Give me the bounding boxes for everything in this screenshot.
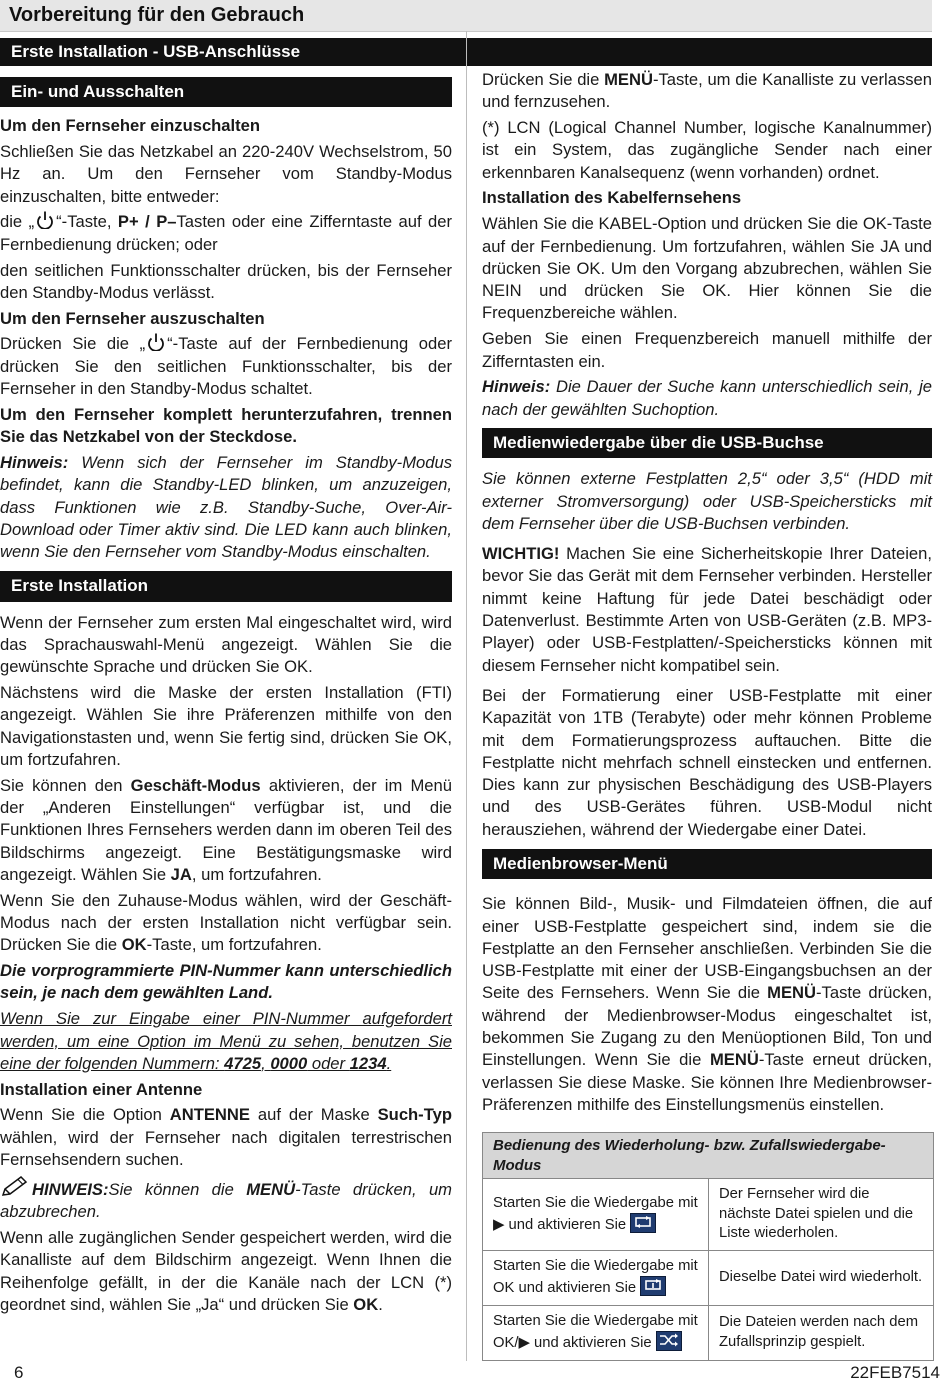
note-search-duration: [482, 376, 932, 421]
note-pencil-icon: [0, 1175, 32, 1199]
text: -Taste, um fortzufahren.: [146, 935, 322, 955]
note-text: Die Dauer der Suche kann unterschiedlich sein, je nach der gewählten Suchoption.: [482, 377, 932, 419]
text: Wenn Sie den Zuhause-Modus wählen, wird der Geschäft-Modus nach der ersten Installation nicht verfügbar sein. Drücken Sie die: [0, 890, 452, 955]
paragraph-lcn: (*) LCN (Logical Channel Number, logische Kanalnummer) ist ein System, das zugängliche Sender nach einer erkennbaren Kanalsequenz (wenn vorhanden) ordnet.: [482, 118, 932, 182]
important-label: WICHTIG!: [482, 544, 560, 564]
subheading-antenna: Installation einer Antenne: [0, 1079, 203, 1099]
paragraph-frequency: Geben Sie einen Frequenzbereich manuell mithilfe der Zifferntasten ein.: [482, 329, 932, 371]
text: Drücken Sie die: [482, 70, 605, 89]
page-number: 6: [14, 1363, 24, 1382]
section-heading-media-browser: Medienbrowser-Menü: [482, 849, 932, 879]
text: Drücken Sie die „: [0, 334, 146, 354]
text-bold: MENÜ: [767, 983, 817, 1003]
section-heading-onoff: Ein- und Ausschalten: [0, 77, 452, 107]
paragraph-channel-list: [0, 1227, 452, 1316]
text: Wenn Sie zur Eingabe einer PIN-Nummer aufgefordert werden, um eine Option im Menü zu sehen, benutzen Sie eine der folgenden Nummern:: [0, 1009, 452, 1073]
subheading-switch-on: Um den Fernseher einzuschalten: [0, 116, 261, 136]
paragraph-menu-exit: [482, 69, 932, 114]
text: auf der Maske: [249, 1105, 378, 1125]
table-cell: [483, 1250, 709, 1305]
page-header: [0, 0, 932, 32]
table-row: [483, 1250, 934, 1305]
text: .: [378, 1294, 383, 1314]
repeat-one-icon: [640, 1276, 666, 1296]
text: -Taste drücken, um abzubrechen.: [0, 1179, 453, 1222]
text: Wenn alle zugänglichen Sender gespeichert werden, wird die Kanalliste auf dem Bildschirm angezeigt. Wenn Ihnen die Reihenfolge gefällt, in der die Kanäle nach der LCN (*) geordnet sind, wählen Sie „Ja“ und drücken Sie: [0, 1227, 452, 1314]
paragraph-pin-numbers: [0, 1008, 452, 1075]
paragraph-formatting: Bei der Formatierung einer USB-Festplatte mit einer Kapazität von 1TB (Terabyte) oder mehr können Probleme mit dem Formatierungsprozess auftauchen. Bitte die Festplatte nicht mehrfach schnell einstecken und entfernen. Dies kann zur physischen Beschädigung des USB-Players und des USB-Gerätes führen. USB-Modul nicht herausziehen, während der Wiedergabe einer Datei.: [482, 685, 932, 839]
table-row: [483, 1179, 934, 1251]
text: Sie können Bild-, Musik- und Filmdateien öffnen, die auf einer USB-Festplatte gespeichert sind, indem sie die Festplatte an den Fernseher anschließen. Verbinden Sie die USB-Festplatte mit einer der USB-Eingangsbuchsen an der Seite des Fernsehers. Wenn Sie die: [482, 894, 932, 1003]
table-cell: Die Dateien werden nach dem Zufallsprinzip gespielt.: [709, 1305, 934, 1360]
text: Tasten oder eine Zifferntaste auf der Fernbedienung drücken; oder: [0, 212, 453, 254]
paragraph-cable-install: Wählen Sie die KABEL-Option und drücken Sie die OK-Taste auf der Fernbedienung. Um fortzufahren, wählen Sie JA und drücken Sie OK. Um den Vorgang abzubrechen, wählen Sie NEIN und drücken Sie OK. Hier können Sie die Frequenzbereiche wählen.: [482, 214, 932, 323]
text: aktivieren, der im Menü der „Anderen Einstellungen“ verfügbar ist, und die Funktionen Ihres Fernsehers werden dann im oberen Teil des Bildschirms angezeigt. Eine Bestätigungsmaske wird angezeigt. Wählen Sie: [0, 775, 452, 884]
power-icon: [34, 211, 56, 229]
paragraph-home-mode: [0, 890, 452, 957]
text: -Taste, um die Kanalliste zu verlassen und fernzusehen.: [482, 70, 933, 112]
subheading-switch-off: Um den Fernseher auszuschalten: [0, 308, 265, 328]
paragraph-antenna: [0, 1104, 452, 1171]
note-cancel: [0, 1175, 452, 1224]
text-bold: OK: [121, 935, 147, 955]
text-bold: Geschäft-Modus: [130, 775, 261, 795]
paragraph-important: [482, 543, 932, 677]
section-heading-usb-media: Medienwiedergabe über die USB-Buchse: [482, 428, 932, 458]
shuffle-icon: [656, 1331, 682, 1351]
note-label: Hinweis:: [0, 452, 69, 472]
section-title-top: Erste Installation - USB-Anschlüsse: [11, 42, 301, 61]
cell-text: Starten Sie die Wiedergabe mit OK und aktivieren Sie: [493, 1257, 698, 1297]
left-column: [0, 73, 452, 1320]
playback-mode-table: [482, 1132, 934, 1361]
pin-number: 1234: [349, 1053, 387, 1073]
section-heading-first-install: Erste Installation: [0, 571, 452, 601]
table-cell: [483, 1179, 709, 1251]
note-label: HINWEIS:: [32, 1179, 109, 1199]
subheading-cable: Installation des Kabelfernsehens: [482, 188, 742, 208]
paragraph-language: Wenn der Fernseher zum ersten Mal eingeschaltet wird, wird das Sprachauswahl-Menü angezeigt. Wählen Sie die gewünschte Sprache und drücken Sie OK.: [0, 612, 452, 677]
table-cell: Dieselbe Datei wird wiederholt.: [709, 1250, 934, 1305]
table-cell: Der Fernseher wird die nächste Datei spielen und die Liste wiederholen.: [709, 1179, 934, 1251]
paragraph-standby-keys: [0, 211, 452, 256]
paragraph-pin-note: Die vorprogrammierte PIN-Nummer kann unterschiedlich sein, je nach dem gewählten Land.: [0, 961, 452, 1003]
paragraph-usb-intro: Sie können externe Festplatten 2,5“ oder 3,5“ (HDD mit externer Stromversorgung) oder USB-Speichersticks mit dem Fernseher über die USB-Buchsen verbinden.: [482, 469, 932, 533]
text: Sie können die: [108, 1179, 247, 1199]
text: Wenn Sie die Option: [0, 1105, 170, 1125]
paragraph-fti: Nächstens wird die Maske der ersten Installation (FTI) angezeigt. Wählen Sie ihre Präferenzen mithilfe von den Navigationstasten und, wenn Sie fertig sind, drücken Sie OK, um fortzufahren.: [0, 683, 452, 770]
paragraph-side-switch: den seitlichen Funktionsschalter drücken, bis der Fernseher den Standby-Modus verlässt.: [0, 260, 452, 302]
text: die „: [0, 212, 35, 232]
text: -Taste erneut drücken, verlassen Sie diese Maske. Sie können Ihre Medienbrowser-Präferenzen mithilfe des Einstellungsmenüs einstellen.: [482, 1050, 932, 1114]
text-bold: P+ / P–: [117, 212, 177, 232]
column-divider: [466, 31, 467, 1361]
paragraph-switch-on: Schließen Sie das Netzkabel an 220-240V Wechselstrom, 50 Hz an. Um den Fernseher vom Standby-Modus einzuschalten, bitte entweder:: [0, 142, 452, 206]
cell-text: Starten Sie die Wiedergabe mit OK/▶ und aktivieren Sie: [493, 1312, 698, 1352]
text: Machen Sie eine Sicherheitskopie Ihrer Dateien, bevor Sie das Gerät mit dem Fernseher verbinden. Hersteller nimmt keine Haftung für jede Datei beschädigt oder Datenverlust. Bestimmte Arten von USB-Geräten (z.B. MP3-Player) oder USB-Festplatten/-Speichersticks können mit diesem Fernseher nicht kompatibel sein.: [482, 544, 932, 675]
document-code: 22FEB7514: [850, 1363, 940, 1382]
text: “-Taste,: [56, 212, 118, 232]
text-bold: JA: [170, 865, 192, 884]
table-cell: [483, 1305, 709, 1360]
text-bold: Such-Typ: [377, 1105, 452, 1125]
text: -Taste drücken, während der Medienbrowser-Modus eingeschaltet ist, bekommen Sie Zugang zu den Menüoptionen Bild, Ton und Einstellungen. Wenn Sie die: [482, 983, 932, 1070]
note-label: Hinweis:: [482, 377, 551, 397]
paragraph-media-browser: [482, 893, 932, 1116]
text-bold: MENÜ: [604, 70, 653, 89]
cell-text: Starten Sie die Wiedergabe mit ▶ und aktivieren Sie: [493, 1194, 698, 1234]
table-row: [483, 1305, 934, 1360]
paragraph-shop-mode: [0, 775, 452, 886]
pin-number: 4725: [224, 1053, 262, 1073]
text: , um fortzufahren.: [191, 865, 322, 884]
text: Sie können den: [0, 775, 131, 795]
page-header-title: Vorbereitung für den Gebrauch: [9, 4, 305, 26]
text-bold: MENÜ: [246, 1179, 296, 1199]
text-bold: ANTENNE: [169, 1105, 250, 1125]
text: oder: [307, 1053, 350, 1073]
text: ,: [261, 1053, 271, 1073]
paragraph-unplug: Um den Fernseher komplett herunterzufahren, trennen Sie das Netzkabel von der Steckdose.: [0, 404, 452, 447]
text: “-Taste auf der Fernbedienung oder drücken Sie den seitlichen Funktionsschalter, bis der Fernseher in den Standby-Modus schaltet.: [0, 334, 452, 399]
table-header: Bedienung des Wiederholung- bzw. Zufallswiedergabe-Modus: [483, 1133, 934, 1179]
text: .: [386, 1053, 392, 1073]
text: wählen, wird der Fernseher nach digitalen terrestrischen Fernsehsendern suchen.: [0, 1127, 452, 1170]
repeat-all-icon: [630, 1213, 656, 1233]
power-icon: [145, 333, 167, 351]
text-bold: OK: [353, 1294, 379, 1314]
pin-number: 0000: [270, 1053, 308, 1073]
text-bold: MENÜ: [709, 1050, 759, 1070]
note-text: Wenn sich der Fernseher im Standby-Modus befindet, kann die Standby-LED blinken, um anzuzeigen, dass Funktionen wie z.B. Standby-Suche, Over-Air-Download oder Timer aktiv sind. Die LED kann auch blinken, wenn Sie den Fernseher vom Standby-Modus einschalten.: [0, 452, 452, 562]
paragraph-switch-off: [0, 333, 452, 400]
note-standby-led: [0, 452, 452, 563]
right-column: [482, 69, 932, 1361]
